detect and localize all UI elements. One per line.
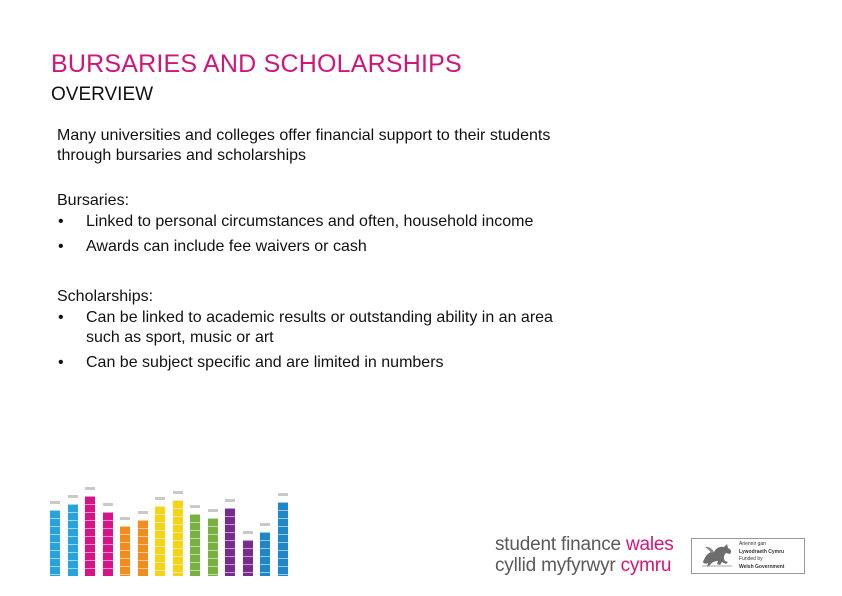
logo-bar-cap xyxy=(120,517,130,520)
bullet-icon: • xyxy=(58,309,64,326)
logo-bar xyxy=(68,504,78,576)
bullet-icon: • xyxy=(58,238,64,255)
logo-bar xyxy=(225,508,235,576)
sfw-logo-accent-en: wales xyxy=(625,534,674,555)
sfw-logo-accent-cy: cymru xyxy=(620,555,672,576)
logo-bar-cap xyxy=(225,499,235,502)
logo-bar xyxy=(278,502,288,576)
logo-bar-cap xyxy=(190,505,200,508)
list-item xyxy=(57,308,657,348)
logo-bar-cap xyxy=(155,497,165,500)
sfw-logo-text-cy: cyllid myfyrwyr xyxy=(495,555,621,576)
logo-bar xyxy=(260,532,270,576)
logo-bar xyxy=(138,520,148,576)
logo-bar xyxy=(208,518,218,576)
intro-line-1: Many universities and colleges offer financial support to their students xyxy=(57,127,551,144)
logo-bar-cap xyxy=(68,495,78,498)
logo-bar xyxy=(85,496,95,576)
logo-bar xyxy=(173,500,183,576)
wg-line-2: Lywodraeth Cymru xyxy=(739,548,785,555)
list-item-text: Linked to personal circumstances and often, household income xyxy=(86,213,534,230)
logo-bar xyxy=(190,514,200,576)
page-subtitle: OVERVIEW xyxy=(51,84,154,105)
intro-line-2: through bursaries and scholarships xyxy=(57,147,307,164)
bursaries-list xyxy=(57,212,657,257)
bursaries-heading: Bursaries: xyxy=(57,192,130,209)
logo-bar-cap xyxy=(278,493,288,496)
slide-content xyxy=(57,126,657,373)
bullet-icon: • xyxy=(58,213,64,230)
scholarships-list xyxy=(57,308,657,373)
list-item xyxy=(57,212,657,232)
logo-bar-cap xyxy=(103,503,113,506)
page-title: BURSARIES AND SCHOLARSHIPS xyxy=(51,50,462,78)
logo-bar-cap xyxy=(173,491,183,494)
logo-bar-cap xyxy=(243,531,253,534)
logo-bar-cap xyxy=(260,523,270,526)
logo-bar xyxy=(120,526,130,576)
sfw-logo-text-en: student finance xyxy=(495,534,626,555)
student-finance-wales-logo xyxy=(495,534,674,576)
welsh-government-text xyxy=(739,541,784,571)
bar-graphic-logo xyxy=(50,488,296,576)
logo-bar-cap xyxy=(85,487,95,490)
logo-bar-cap xyxy=(138,511,148,514)
wg-line-3: Funded by xyxy=(739,556,763,562)
welsh-dragon-icon xyxy=(700,542,734,570)
list-item xyxy=(57,353,657,373)
logo-bar-cap xyxy=(208,509,218,512)
list-item-text: Can be linked to academic results or outstanding ability in an area xyxy=(86,309,553,326)
logo-bar-cap xyxy=(50,501,60,504)
logo-bar xyxy=(155,506,165,576)
welsh-government-badge xyxy=(691,538,805,574)
bullet-icon: • xyxy=(58,354,64,371)
list-item xyxy=(57,237,657,257)
scholarships-heading: Scholarships: xyxy=(57,288,154,305)
wg-line-1: Ariennir gan xyxy=(739,541,766,547)
list-item-text-continued: such as sport, music or art xyxy=(86,329,274,346)
logo-bar xyxy=(50,510,60,576)
logo-bar xyxy=(103,512,113,576)
logo-bar xyxy=(243,540,253,576)
wg-line-4: Welsh Government xyxy=(739,563,785,570)
list-item-text: Awards can include fee waivers or cash xyxy=(86,238,367,255)
list-item-text: Can be subject specific and are limited in numbers xyxy=(86,354,444,371)
